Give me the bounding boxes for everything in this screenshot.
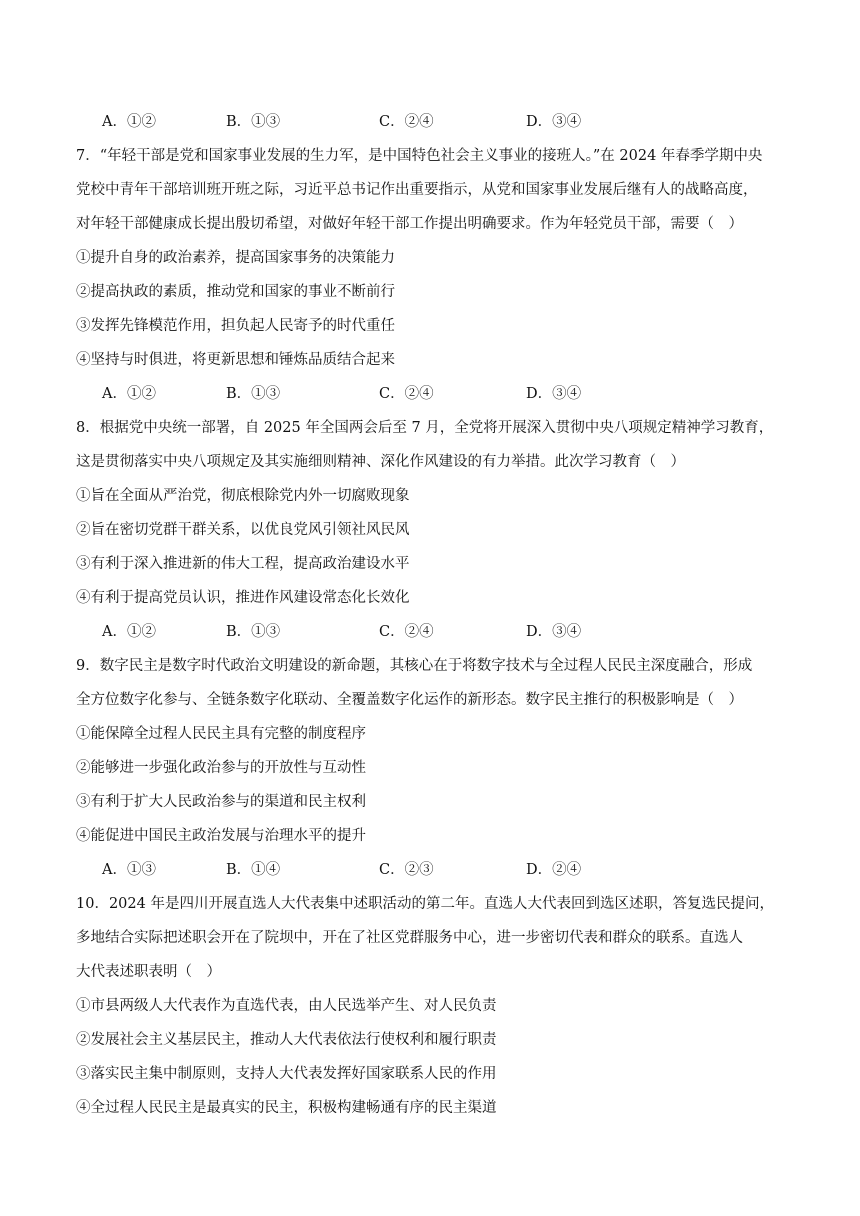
q7-item-3: ③发挥先锋模范作用，担负起人民寄予的时代重任 (76, 318, 395, 334)
q9-item-1: ①能保障全过程人民民主具有完整的制度程序 (76, 726, 366, 742)
q7-option-c[interactable]: C．②④ (379, 386, 434, 402)
q6-option-b[interactable]: B．①③ (226, 114, 281, 130)
q8-item-4: ④有利于提高党员认识，推进作风建设常态化长效化 (76, 590, 410, 606)
q10-stem-line-3: 大代表述职表明（ ） (76, 964, 221, 980)
q7-stem-line-1: 7．“年轻干部是党和国家事业发展的生力军，是中国特色社会主义事业的接班人。”在 2024 年春季学期中央 (76, 148, 763, 164)
q9-stem-line-2: 全方位数字化参与、全链条数字化联动、全覆盖数字化运作的新形态。数字民主推行的积极影响是（ ） (76, 692, 743, 708)
q9-item-4: ④能促进中国民主政治发展与治理水平的提升 (76, 828, 366, 844)
q7-options (102, 384, 662, 404)
q6-options (102, 112, 662, 132)
q6-option-c[interactable]: C．②④ (379, 114, 434, 130)
q9-option-d[interactable]: D．②④ (526, 862, 582, 878)
q6-option-a[interactable]: A．①② (102, 114, 156, 130)
q7-stem-line-3: 对年轻干部健康成长提出殷切希望，对做好年轻干部工作提出明确要求。作为年轻党员干部，需要（ ） (76, 216, 743, 232)
q6-option-d[interactable]: D．③④ (526, 114, 582, 130)
q10-item-1: ①市县两级人大代表作为直选代表，由人民选举产生、对人民负责 (76, 998, 497, 1014)
q7-item-1: ①提升自身的政治素养，提高国家事务的决策能力 (76, 250, 395, 266)
q8-option-b[interactable]: B．①③ (226, 624, 281, 640)
q10-stem-line-1: 10．2024 年是四川开展直选人大代表集中述职活动的第二年。直选人大代表回到选区述职，答复选民提问， (76, 896, 774, 912)
q10-item-2: ②发展社会主义基层民主，推动人大代表依法行使权利和履行职责 (76, 1032, 497, 1048)
q9-item-3: ③有利于扩大人民政治参与的渠道和民主权利 (76, 794, 366, 810)
q8-item-3: ③有利于深入推进新的伟大工程，提高政治建设水平 (76, 556, 410, 572)
q9-option-b[interactable]: B．①④ (226, 862, 281, 878)
q9-options (102, 860, 662, 880)
q7-option-b[interactable]: B．①③ (226, 386, 281, 402)
q7-stem-line-2: 党校中青年干部培训班开班之际，习近平总书记作出重要指示，从党和国家事业发展后继有人的战略高度， (76, 182, 758, 198)
q8-option-a[interactable]: A．①② (102, 624, 156, 640)
q9-stem-line-1: 9．数字民主是数字时代政治文明建设的新命题，其核心在于将数字技术与全过程人民民主深度融合，形成 (76, 658, 753, 674)
q10-item-4: ④全过程人民民主是最真实的民主，积极构建畅通有序的民主渠道 (76, 1100, 497, 1116)
q7-option-a[interactable]: A．①② (102, 386, 156, 402)
q9-item-2: ②能够进一步强化政治参与的开放性与互动性 (76, 760, 366, 776)
q7-option-d[interactable]: D．③④ (526, 386, 582, 402)
q9-option-a[interactable]: A．①③ (102, 862, 156, 878)
q10-stem-line-2: 多地结合实际把述职会开在了院坝中，开在了社区党群服务中心，进一步密切代表和群众的联系。直选人 (76, 930, 743, 946)
q8-stem-line-1: 8．根据党中央统一部署，自 2025 年全国两会后至 7 月，全党将开展深入贯彻中央八项规定精神学习教育， (76, 420, 774, 436)
q8-stem-line-2: 这是贯彻落实中央八项规定及其实施细则精神、深化作风建设的有力举措。此次学习教育（ ） (76, 454, 685, 470)
q10-item-3: ③落实民主集中制原则，支持人大代表发挥好国家联系人民的作用 (76, 1066, 497, 1082)
q8-option-d[interactable]: D．③④ (526, 624, 582, 640)
q9-option-c[interactable]: C．②③ (379, 862, 434, 878)
q8-option-c[interactable]: C．②④ (379, 624, 434, 640)
q8-item-2: ②旨在密切党群干群关系，以优良党风引领社风民风 (76, 522, 410, 538)
q8-options (102, 622, 662, 642)
q7-item-4: ④坚持与时俱进，将更新思想和锤炼品质结合起来 (76, 352, 395, 368)
q8-item-1: ①旨在全面从严治党，彻底根除党内外一切腐败现象 (76, 488, 410, 504)
q7-item-2: ②提高执政的素质，推动党和国家的事业不断前行 (76, 284, 395, 300)
